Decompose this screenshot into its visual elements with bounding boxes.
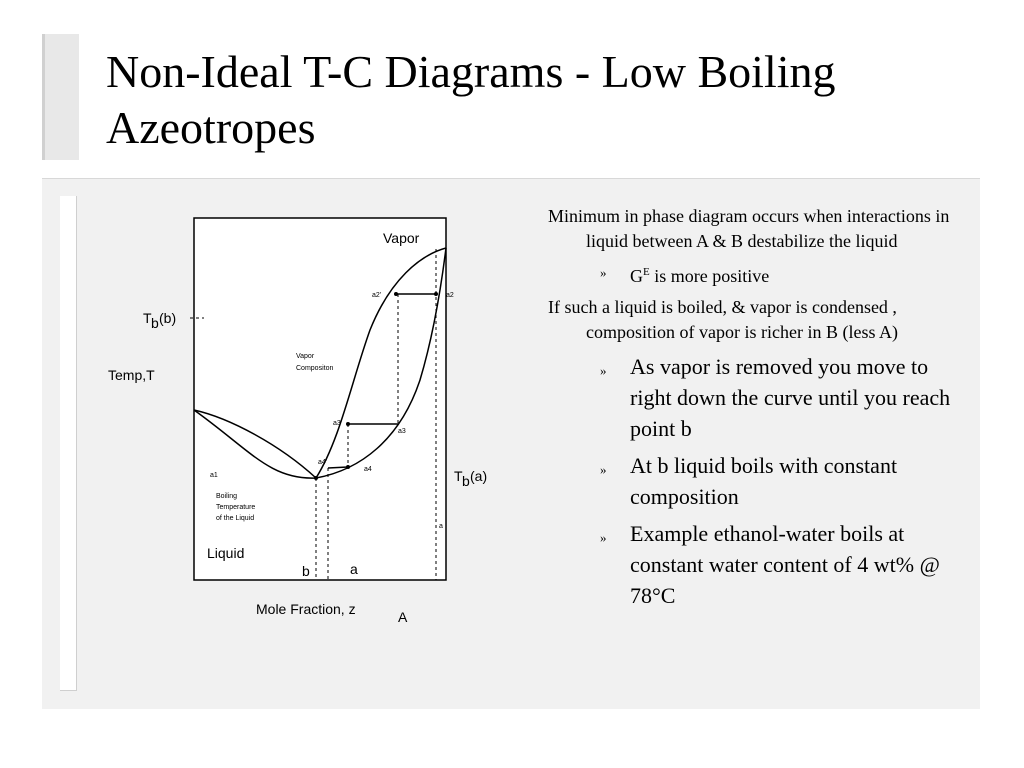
tb-b-sub: b xyxy=(151,315,159,331)
bullet-marker: » xyxy=(600,530,607,545)
bullet-1: Minimum in phase diagram occurs when interactions in liquid between A & B destabilize the liquid xyxy=(548,206,950,251)
label-a4p: a4' xyxy=(318,459,328,466)
point-a2 xyxy=(434,292,438,296)
bullet-marker: » xyxy=(600,265,607,280)
bullet-marker: » xyxy=(600,363,607,378)
point-a3p xyxy=(346,422,350,426)
bullet-2-sub-1 xyxy=(548,351,968,444)
tc-diagram-svg xyxy=(100,200,530,670)
bullet-2-sub-2-text: At b liquid boils with constant composition xyxy=(630,453,898,509)
bullet-2-sub-2 xyxy=(548,450,968,512)
tc-diagram xyxy=(100,200,530,670)
vapor-comp-line2: Compositon xyxy=(296,365,334,372)
bullet-2-sub-1-text: As vapor is removed you move to right down the curve until you reach point b xyxy=(630,354,951,441)
slide-title: Non-Ideal T-C Diagrams - Low Boiling Azeotropes xyxy=(106,46,836,153)
bullet-2: If such a liquid is boiled, & vapor is condensed , composition of vapor is richer in B (less A) xyxy=(548,297,898,342)
label-vapor: Vapor xyxy=(383,230,420,246)
label-a3: a3 xyxy=(398,428,406,435)
label-a-bottom: a xyxy=(439,523,443,530)
label-a2: a2 xyxy=(446,292,454,299)
point-a2p xyxy=(394,292,398,296)
label-mole-fraction: Mole Fraction, z xyxy=(256,601,356,617)
bullet-2-sub-3-text: Example ethanol-water boils at constant water content of 4 wt% @ 78°C xyxy=(630,521,940,608)
bullet-2-sub-3 xyxy=(548,518,968,611)
label-temp: Temp,T xyxy=(108,367,155,383)
tie-line-a4 xyxy=(328,467,348,468)
tb-a-sub: b xyxy=(462,473,470,489)
boiling-line3: of the Liquid xyxy=(216,515,255,522)
ge-text: is more positive xyxy=(649,266,770,286)
label-axis-a: A xyxy=(398,609,408,625)
label-point-b: b xyxy=(302,563,310,579)
tb-b-T: T xyxy=(143,310,152,326)
point-a4 xyxy=(346,465,350,469)
vapor-comp-line1: Vapor xyxy=(296,353,315,360)
label-point-a: a xyxy=(350,561,358,577)
ge-E: E xyxy=(643,266,650,278)
bullet-marker: » xyxy=(600,462,607,477)
tb-b-rest: (b) xyxy=(159,310,177,326)
tb-a-T: T xyxy=(454,468,463,484)
side-strip xyxy=(60,196,77,691)
title-accent-bar xyxy=(42,34,79,160)
label-a1: a1 xyxy=(210,472,218,479)
bullet-1-sub xyxy=(548,260,968,289)
point-b xyxy=(314,476,318,480)
label-a3p: a3' xyxy=(333,420,343,427)
label-a4: a4 xyxy=(364,466,372,473)
label-liquid: Liquid xyxy=(207,545,245,561)
tb-a-rest: (a) xyxy=(470,468,488,484)
plot-frame xyxy=(194,218,446,580)
boiling-line1: Boiling xyxy=(216,493,238,500)
label-a2p: a2' xyxy=(372,292,382,299)
ge-G: G xyxy=(630,266,643,286)
boiling-line2: Temperature xyxy=(216,504,256,511)
bullet-list xyxy=(548,204,968,617)
